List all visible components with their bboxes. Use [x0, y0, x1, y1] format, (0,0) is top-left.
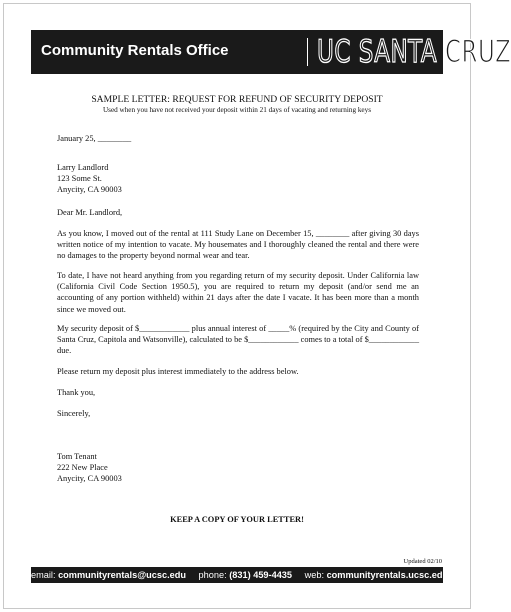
header-bar	[31, 30, 511, 74]
thanks-line: Thank you,	[57, 388, 96, 397]
paragraph-move-out: As you know, I moved out of the rental at 111 Study Lane on December 15, ________ after giving 30 days written notice of my intention to vacate. My housemates and I thoroughly cleaned the rental and there were no damages to the property beyond normal wear and tear.	[57, 229, 419, 261]
salutation: Dear Mr. Landlord,	[57, 208, 123, 217]
university-logo-text: UC SANTA CRUZ	[317, 35, 511, 71]
recipient-city: Anycity, CA 90003	[57, 185, 122, 194]
keep-copy-note: KEEP A COPY OF YOUR LETTER!	[170, 515, 304, 524]
web-link[interactable]: communityrentals.ucsc.edu	[326, 570, 449, 580]
paragraph-request: Please return my deposit plus interest immediately to the address below.	[57, 367, 299, 376]
header-divider	[307, 38, 308, 66]
letter-date: January 25, ________	[57, 134, 132, 143]
letter-title: SAMPLE LETTER: REQUEST FOR REFUND OF SECURITY DEPOSIT	[91, 94, 383, 105]
sender-street: 222 New Place	[57, 463, 108, 472]
email-label: email:	[31, 570, 59, 580]
sender-name: Tom Tenant	[57, 452, 97, 461]
footer-bar	[31, 567, 449, 583]
sender-city: Anycity, CA 90003	[57, 474, 122, 483]
letter-subtitle: Used when you have not received your deposit within 21 days of vacating and returning keys	[102, 106, 372, 114]
paragraph-legal: To date, I have not heard anything from you regarding return of my security deposit. Under California law (California Civil Code Section 1950.5), you are required to return my deposit (and/or send me an accounting of any portion withheld) within 21 days after the date I vacate. It has been more than a month since we moved out.	[57, 271, 419, 314]
email-link[interactable]: communityrentals@ucsc.edu	[58, 570, 186, 580]
office-name: Community Rentals Office	[41, 42, 229, 59]
closing-line: Sincerely,	[57, 409, 91, 418]
web-label: web:	[304, 570, 327, 580]
updated-date: Updated 02/10	[403, 558, 442, 565]
phone-number: (831) 459-4435	[229, 570, 293, 580]
phone-label: phone:	[198, 570, 230, 580]
recipient-street: 123 Some St.	[57, 174, 102, 183]
paragraph-deposit-amount: My security deposit of $____________ plus annual interest of _____% (required by the City and County of Santa Cruz, Capitola and Watsonville), calculated to be $____________ comes to a total of $____________ due.	[57, 324, 420, 356]
recipient-name: Larry Landlord	[57, 163, 109, 172]
